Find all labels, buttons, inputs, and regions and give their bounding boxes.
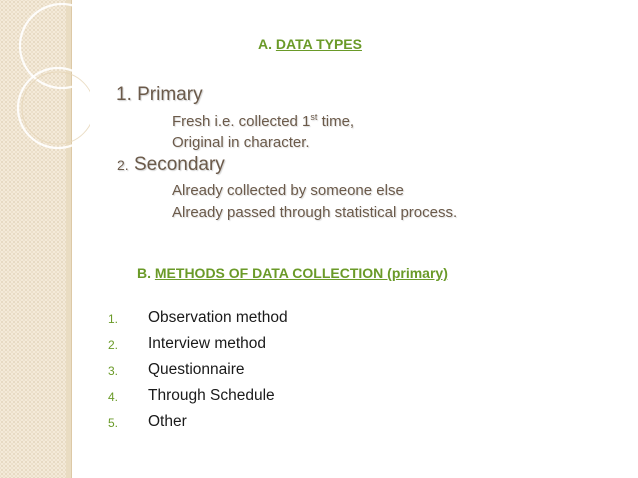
section-a-heading: [258, 36, 362, 52]
section-b-title: METHODS OF DATA COLLECTION (primary): [154, 265, 448, 281]
secondary-line-2: Already passed through statistical process.: [172, 204, 458, 221]
section-a-letter: A.: [258, 36, 272, 52]
secondary-label: [117, 154, 225, 176]
primary-label: 1. Primary: [116, 84, 203, 105]
section-b-heading: [137, 265, 448, 281]
list-item: [108, 413, 408, 433]
primary-line-2: Original in character.: [172, 134, 310, 151]
list-number: 5.: [108, 416, 119, 430]
list-text: Interview method: [148, 335, 267, 352]
list-text: Through Schedule: [148, 387, 275, 404]
list-text: Questionnaire: [148, 361, 245, 378]
list-number: 3.: [108, 364, 119, 378]
list-item: [108, 335, 408, 355]
list-item: [108, 309, 408, 329]
list-item: [108, 387, 408, 407]
primary-line-1: [172, 112, 354, 130]
primary-line-1-sup: st: [310, 112, 318, 122]
section-b-letter: B.: [137, 265, 151, 281]
list-number: 1.: [108, 312, 119, 326]
list-number: 4.: [108, 390, 119, 404]
primary-line-1-end: time,: [317, 113, 355, 130]
primary-line-1-text: Fresh i.e. collected 1: [172, 113, 311, 130]
list-number: 2.: [108, 338, 119, 352]
list-item: [108, 361, 408, 381]
list-text: Observation method: [148, 309, 288, 326]
secondary-line-1: Already collected by someone else: [172, 182, 404, 199]
secondary-title: Secondary: [128, 154, 225, 175]
secondary-number: 2.: [117, 157, 129, 173]
section-a-title: DATA TYPES: [275, 36, 362, 52]
list-text: Other: [148, 413, 187, 430]
decorative-circles: [0, 0, 90, 200]
